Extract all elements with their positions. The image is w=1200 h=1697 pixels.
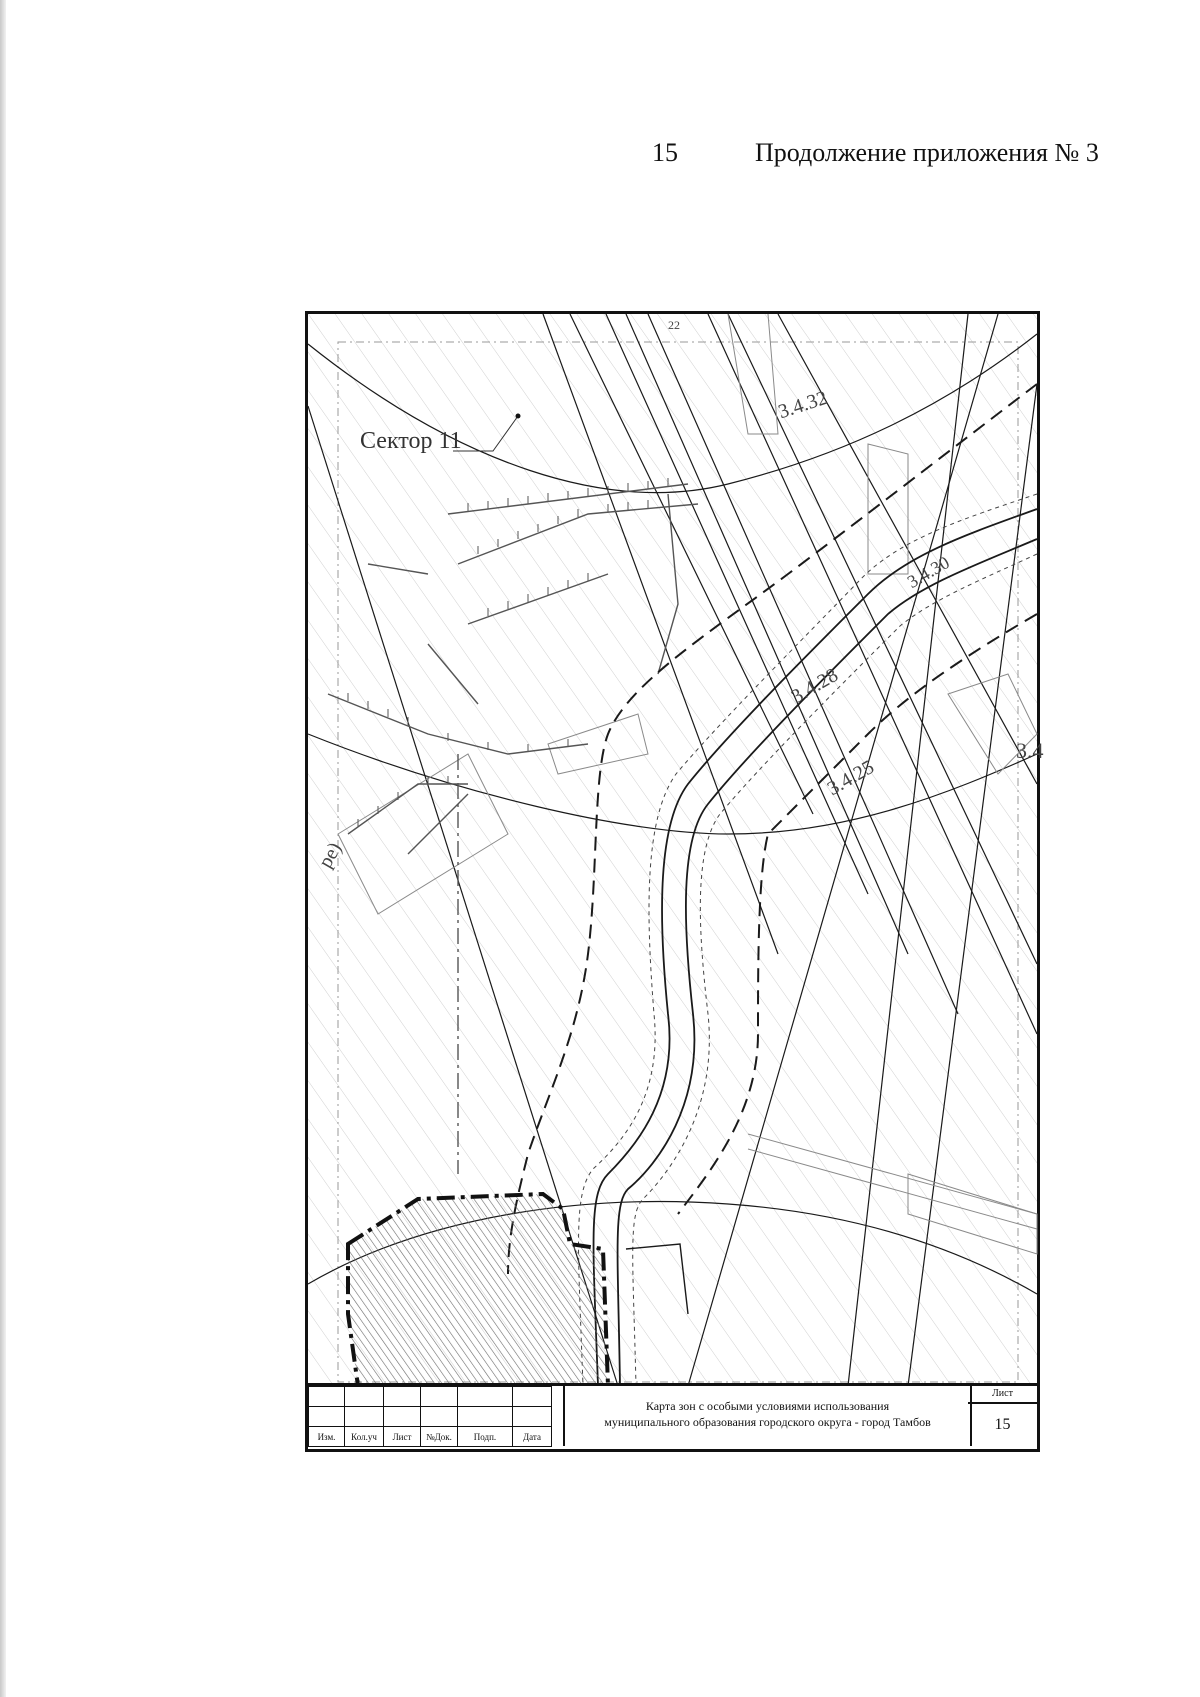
title-block [308, 1383, 1037, 1449]
revision-header-row [309, 1427, 552, 1447]
column-header: Дата [513, 1427, 552, 1447]
zone-label-3425: 3.4.25 [823, 756, 878, 801]
sector-label: Сектор 11 [360, 428, 462, 454]
scan-edge [0, 0, 6, 1697]
revision-row [309, 1387, 552, 1407]
sheet-number: 15 [994, 1416, 1011, 1433]
drawing-description [563, 1386, 972, 1446]
page-number: 15 [652, 138, 678, 167]
sector-dot [516, 414, 521, 419]
column-header: Подп. [458, 1427, 513, 1447]
column-header: Изм. [309, 1427, 345, 1447]
sheet-cell [968, 1386, 1037, 1446]
map-drawing [308, 314, 1037, 1386]
description-line-1: Карта зон с особыми условиями использования [645, 1399, 890, 1413]
appendix-title: Продолжение приложения № 3 [755, 138, 1099, 167]
revision-table [308, 1386, 552, 1447]
zone-label-22: 22 [668, 318, 680, 332]
column-header: Лист [384, 1427, 421, 1447]
column-header: №Док. [421, 1427, 458, 1447]
zone-label-34: 3.4 [1016, 738, 1044, 763]
revision-row [309, 1407, 552, 1427]
map-sheet [305, 311, 1044, 1452]
sheet-label: Лист [968, 1386, 1037, 1404]
zone-label-3430: 3.4.30 [903, 552, 953, 592]
column-header: Кол.уч [345, 1427, 384, 1447]
page-header [0, 138, 1200, 178]
zone-label-partial: ре) [314, 838, 347, 872]
description-line-2: муниципального образования городского округа - город Тамбов [604, 1415, 931, 1429]
zone-label-3432: 3.4.32 [775, 386, 831, 424]
zone-label-3428: 3.4.28 [787, 664, 842, 709]
